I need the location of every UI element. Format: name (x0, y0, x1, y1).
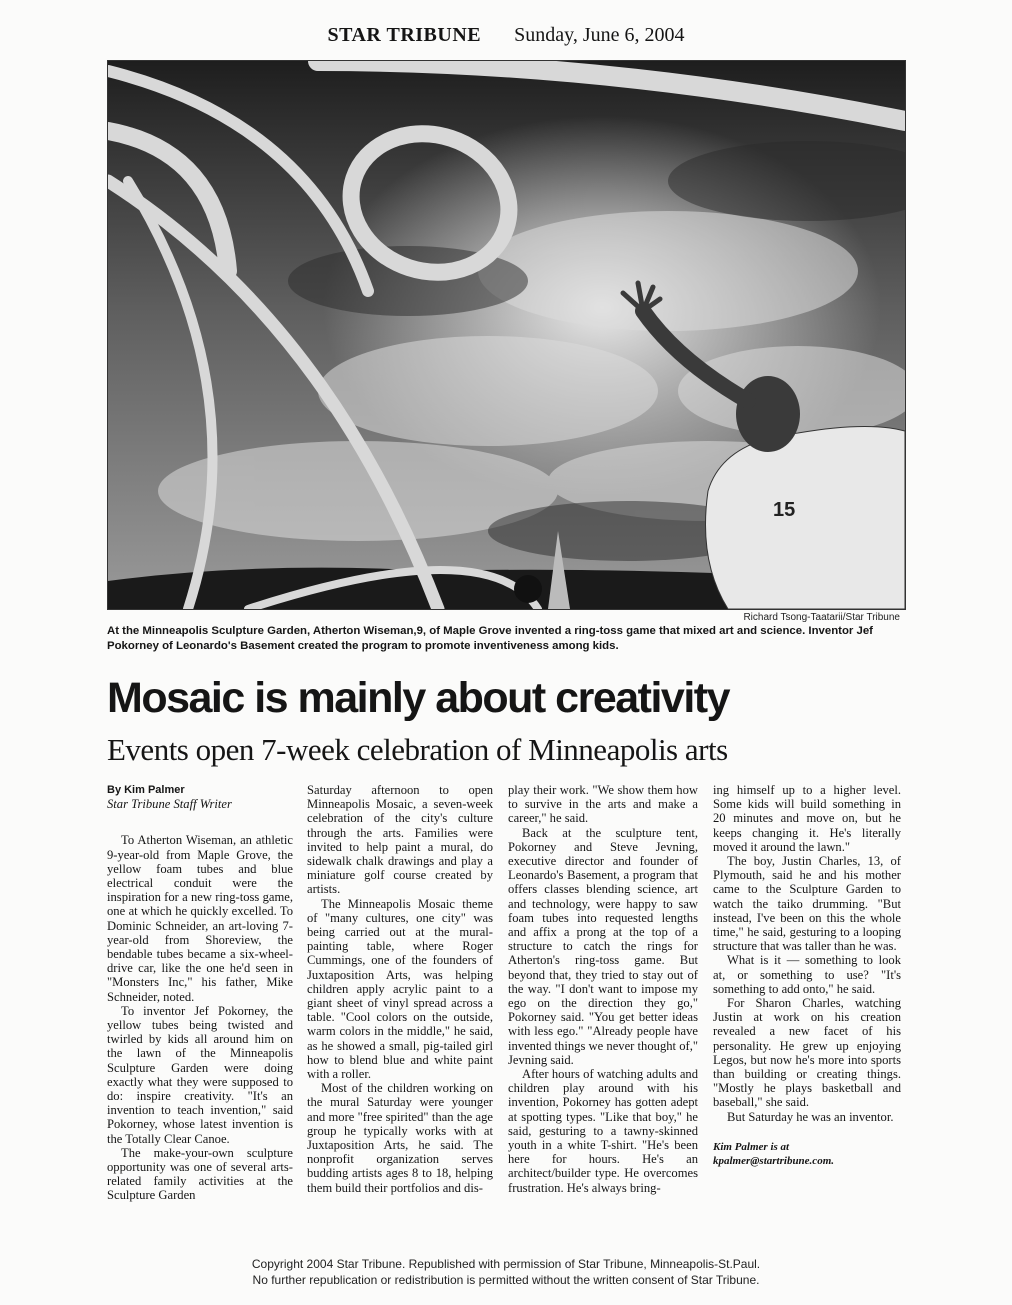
copyright-line-2: No further republication or redistribution is permitted without the written consent of Star Tribune. (252, 1273, 760, 1287)
paragraph: The boy, Justin Charles, 13, of Plymouth, said he and his mother came to the Sculpture Garden to watch the taiko drumming. "But instead, I've been on this the whole time," he said, gesturing to a looping structure that was taller than he was. (713, 854, 901, 954)
paragraph: ing himself up to a higher level. Some kids will build something in 20 minutes and move on, but he keeps changing it. He's literally moved it around the lawn." (713, 783, 901, 854)
masthead (0, 24, 1012, 47)
paragraph: The make-your-own sculpture opportunity was one of several arts-related family activities at the Sculpture Garden (107, 1145, 293, 1203)
paragraph: To inventor Jef Pokorney, the yellow tubes being twisted and twirled by kids all around him on the lawn of the Minneapolis Sculpture Garden were doing exactly what they were supposed to do: inspire creativity. "It's an invention to teach invention," said Pokorney, whose latest invention is the Totally Clear Canoe. (107, 1003, 293, 1146)
paragraph: To Atherton Wiseman, an athletic 9-year-old from Maple Grove, the yellow foam tubes and blue electrical conduit were the inspiration for a new ring-toss game, one at which he quickly excelled. To Dominic Schneider, an art-loving 7-year-old from Shoreview, the bendable tubes became a six-wheel-drive car, like the one he'd seen in "Monsters Inc," his father, Mike Schneider, noted. (107, 833, 293, 1004)
publication-date: Sunday, June 6, 2004 (514, 24, 685, 46)
photo-credit: Richard Tsong-Taatarii/Star Tribune (743, 612, 900, 623)
shirt-number: 15 (773, 499, 796, 521)
paragraph: Back at the sculpture tent, Pokorney and Steve Jevning, executive director and founder of Leonardo's Basement, a program that offers classes blending science, art and technology, were happy to saw foam tubes into requested lengths and affix a prong at the top of a structure to catch the rings for Atherton's ring-toss game. But beyond that, they tried to stay out of the way. "I don't want to impose my ego on the direction they go," Pokorney said. "You get better ideas with less ego." "Already people have invented things we never thought of," Jevning said. (508, 825, 698, 1067)
author-contact-label: Kim Palmer is at (713, 1140, 790, 1153)
paragraph: For Sharon Charles, watching Justin at work on his creation revealed a new facet of his personality. He grew up enjoying Legos, but now he's more into sports than building or creating things. "Mostly he plays basketball and baseball," she said. (713, 996, 901, 1110)
headline: Mosaic is mainly about creativity (107, 674, 730, 722)
paragraph: The Minneapolis Mosaic theme of "many cultures, one city" was being carried out at the mural-painting table, where Roger Cummings, one of the founders of Juxtaposition Arts, was helping children apply acrylic paint to a giant sheet of vinyl spread across a table. "Cool colors on the outside, warm colors in the middle," he said, as he showed a small, pig-tailed girl how to blend blue and white paint with a roller. (307, 896, 493, 1082)
article-column-4 (713, 783, 901, 1168)
article-column-1 (107, 783, 293, 1203)
article-column-2 (307, 783, 493, 1195)
author-email: kpalmer@startribune.com. (713, 1155, 834, 1168)
copyright-line-1: Copyright 2004 Star Tribune. Republished with permission of Star Tribune, Minneapolis-St.Paul. (251, 1257, 761, 1271)
copyright-footer (0, 1256, 1012, 1288)
paragraph: play their work. "We show them how to survive in the arts and make a career," he said. (508, 783, 698, 826)
photo-caption: At the Minneapolis Sculpture Garden, Atherton Wiseman,9, of Maple Grove invented a ring-toss game that mixed art and science. Inventor Jef Pokorney of Leonardo's Basement created the program to promote inventiveness among kids. (107, 625, 873, 652)
paragraph: Most of the children working on the mural Saturday were younger and more "free spirited" than the age group he typically works with at Juxtaposition Arts, he said. The nonprofit organization serves budding artists ages 8 to 18, helping them build their portfolios and dis- (307, 1081, 493, 1195)
byline-author: By Kim Palmer (107, 784, 185, 796)
paragraph: What is it — something to look at, or something to use? "It's something to add onto," he said. (713, 953, 901, 996)
paragraph: Saturday afternoon to open Minneapolis Mosaic, a seven-week celebration of the city's culture through the arts. Families were invited to help paint a mural, do sidewalk chalk drawings and play a miniature golf course created by artists. (307, 783, 493, 897)
paragraph: After hours of watching adults and children play around with his invention, Pokorney has gotten adept at spotting types. "Like that boy," he said, gesturing to a tawny-skinned youth in a white T-shirt. "He's been here for hours. He's an architect/builder type. He overcomes frustration. He's always bring- (508, 1067, 698, 1195)
byline-title: Star Tribune Staff Writer (107, 797, 232, 812)
newspaper-name: STAR TRIBUNE (327, 24, 482, 46)
paragraph: But Saturday he was an inventor. (727, 1109, 894, 1124)
article-photo (107, 60, 906, 610)
article-column-3 (508, 783, 698, 1195)
subheadline: Events open 7-week celebration of Minneapolis arts (107, 732, 728, 767)
